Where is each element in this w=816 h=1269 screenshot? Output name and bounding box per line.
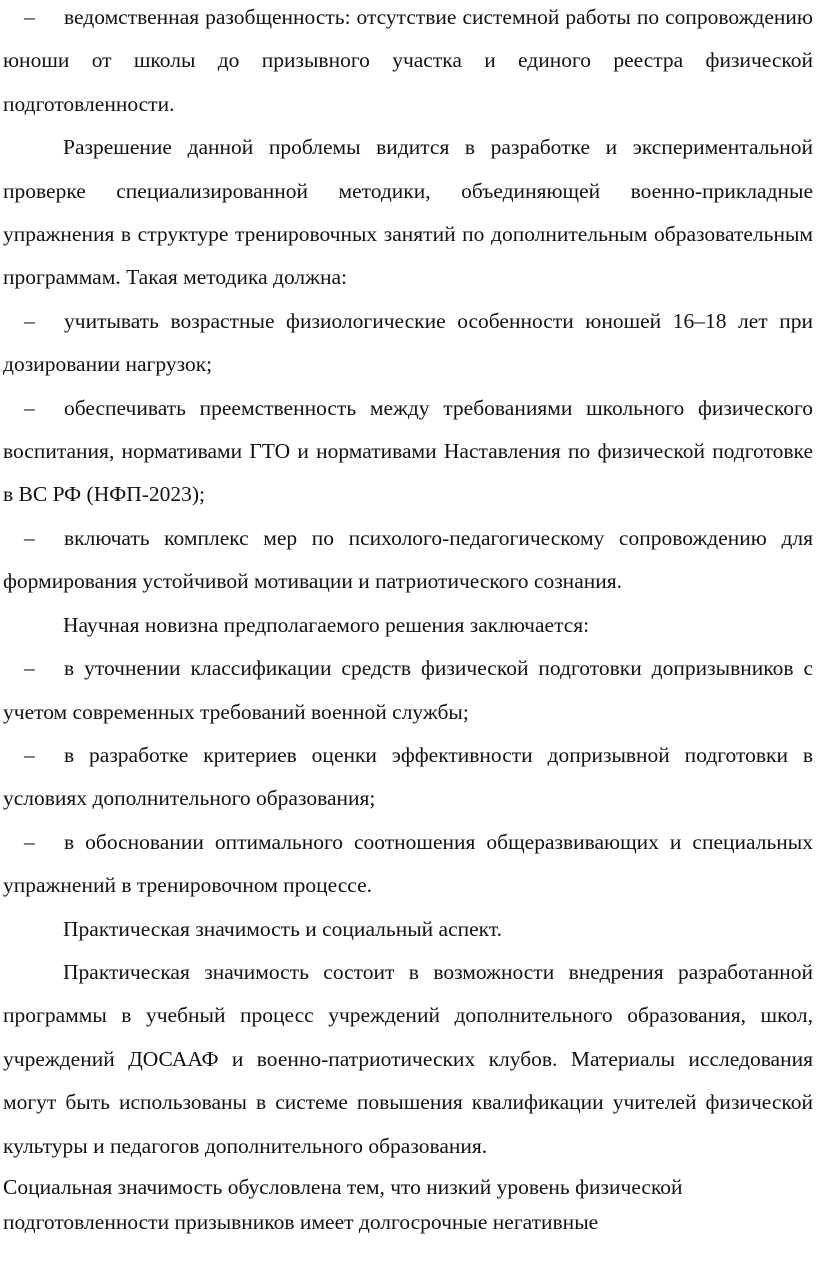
paragraph-text: Разрешение данной проблемы видится в разработке и экспериментальной проверке специализированной методики, объединяющей военно-прикладные упражнения в структуре тренировочных занятий по дополнительным образовательным программам. Такая методика должна: (3, 135, 813, 290)
dash-marker: – (24, 829, 35, 854)
bullet-paragraph-8 (3, 734, 813, 821)
bullet-paragraph-3 (3, 300, 813, 387)
paragraph-text: Научная новизна предполагаемого решения заключается: (63, 612, 590, 637)
paragraph-10 (3, 908, 813, 951)
paragraph-text: в уточнении классификации средств физической подготовки допризывников с учетом современных требований военной службы; (3, 656, 813, 724)
dash-marker: – (24, 5, 35, 29)
bullet-paragraph-7 (3, 647, 813, 734)
paragraph-6 (3, 604, 813, 647)
dash-marker: – (24, 308, 35, 333)
paragraph-text: включать комплекс мер по психолого-педагогическому сопровождению для формирования устойчивой мотивации и патриотического сознания. (3, 525, 813, 594)
dash-marker: – (24, 395, 35, 420)
paragraph-2 (3, 126, 813, 300)
bullet-paragraph-5 (3, 517, 813, 604)
footer-paragraph (3, 1170, 813, 1240)
paragraph-text: Социальная значимость обусловлена тем, что низкий уровень физической подготовленности призывников имеет долгосрочные негативные (3, 1174, 683, 1234)
dash-marker: – (24, 656, 35, 681)
paragraph-text: Практическая значимость состоит в возможности внедрения разработанной программы в учебный процесс учреждений дополнительного образования, школ, учреждений ДОСААФ и военно-патриотических клубов. Материалы исследования могут быть использованы в системе повышения квалификации учителей физической культуры и педагогов дополнительного образования. (3, 959, 813, 1158)
paragraph-text: в разработке критериев оценки эффективности допризывной подготовки в условиях дополнительного образования; (3, 742, 813, 811)
paragraph-text: в обосновании оптимального соотношения общеразвивающих и специальных упражнений в тренировочном процессе. (3, 829, 813, 898)
dash-marker: – (24, 525, 35, 550)
paragraph-text: обеспечивать преемственность между требованиями школьного физического воспитания, нормативами ГТО и нормативами Наставления по физической подготовке в ВС РФ (НФП-2023); (3, 395, 813, 507)
paragraph-text: учитывать возрастные физиологические особенности юношей 16–18 лет при дозировании нагрузок; (3, 308, 813, 377)
paragraph-text: ведомственная разобщенность: отсутствие системной работы по сопровождению юноши от школы до призывного участка и единого реестра физической подготовленности. (3, 5, 813, 116)
bullet-paragraph-1 (3, 0, 813, 126)
paragraph-11 (3, 951, 813, 1168)
bullet-paragraph-9 (3, 821, 813, 908)
bullet-paragraph-4 (3, 387, 813, 517)
paragraph-text: Практическая значимость и социальный аспект. (63, 916, 502, 941)
dash-marker: – (24, 742, 35, 767)
